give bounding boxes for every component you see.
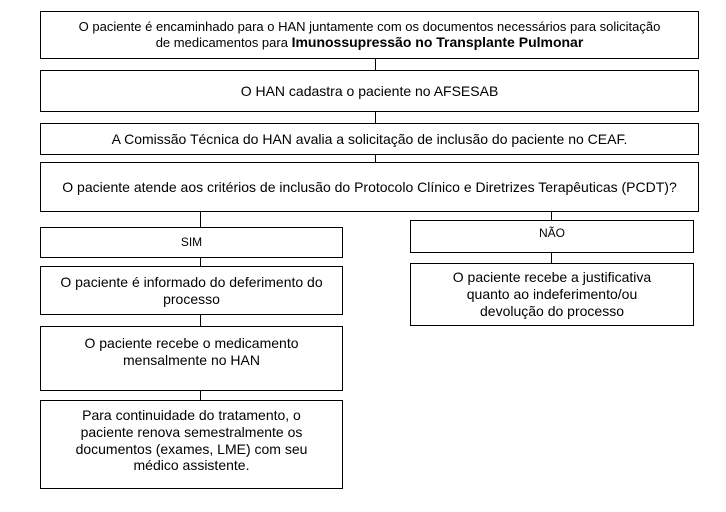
yes-informed-box (40, 266, 343, 315)
step-evaluation-text: A Comissão Técnica do HAN avalia a solicitação de inclusão do paciente no CEAF. (111, 130, 628, 147)
yes-branch-box (40, 227, 343, 258)
connector-line (200, 315, 201, 326)
connector-line (200, 391, 201, 400)
yes-continuity-text: Para continuidade do tratamento, o paciente renova semestralmente os documentos (exames, LME) com seu médico assistente. (75, 407, 308, 474)
step-evaluation-box (40, 123, 699, 155)
decision-criteria-text: O paciente atende aos critérios de inclusão do Protocolo Clínico e Diretrizes Terapêuticas (PCDT)? (62, 178, 677, 195)
yes-continuity-box (40, 400, 343, 489)
decision-criteria-box (40, 162, 699, 212)
no-label: NÃO (538, 226, 565, 240)
connector-line (375, 155, 376, 162)
no-justification-text: O paciente recebe a justificativa quanto ao indeferimento/ou devolução do processo (452, 269, 652, 319)
step-registration-box (40, 70, 699, 112)
connector-line (200, 258, 201, 266)
no-branch-box (410, 220, 694, 253)
yes-label: SIM (180, 235, 203, 250)
yes-medication-box (40, 326, 343, 391)
connector-line (551, 253, 552, 263)
connector-line (200, 212, 201, 227)
transplant-type-label: Imunossupressão no Transplante Pulmonar (291, 34, 584, 51)
yes-medication-text: O paciente recebe o medicamento mensalmente no HAN (84, 335, 299, 368)
step-referral-text: O paciente é encaminhado para o HAN juntamente com os documentos necessários para solicitação de medicamentos para Imunossupressão no Transplante Pulmonar (78, 18, 661, 51)
connector-line (375, 59, 376, 70)
step-referral-box (40, 11, 699, 59)
connector-line (551, 212, 552, 220)
connector-line (375, 112, 376, 123)
yes-informed-text: O paciente é informado do deferimento do processo (60, 273, 323, 307)
no-justification-box (410, 263, 694, 326)
step-registration-text: O HAN cadastra o paciente no AFSESAB (240, 82, 499, 99)
